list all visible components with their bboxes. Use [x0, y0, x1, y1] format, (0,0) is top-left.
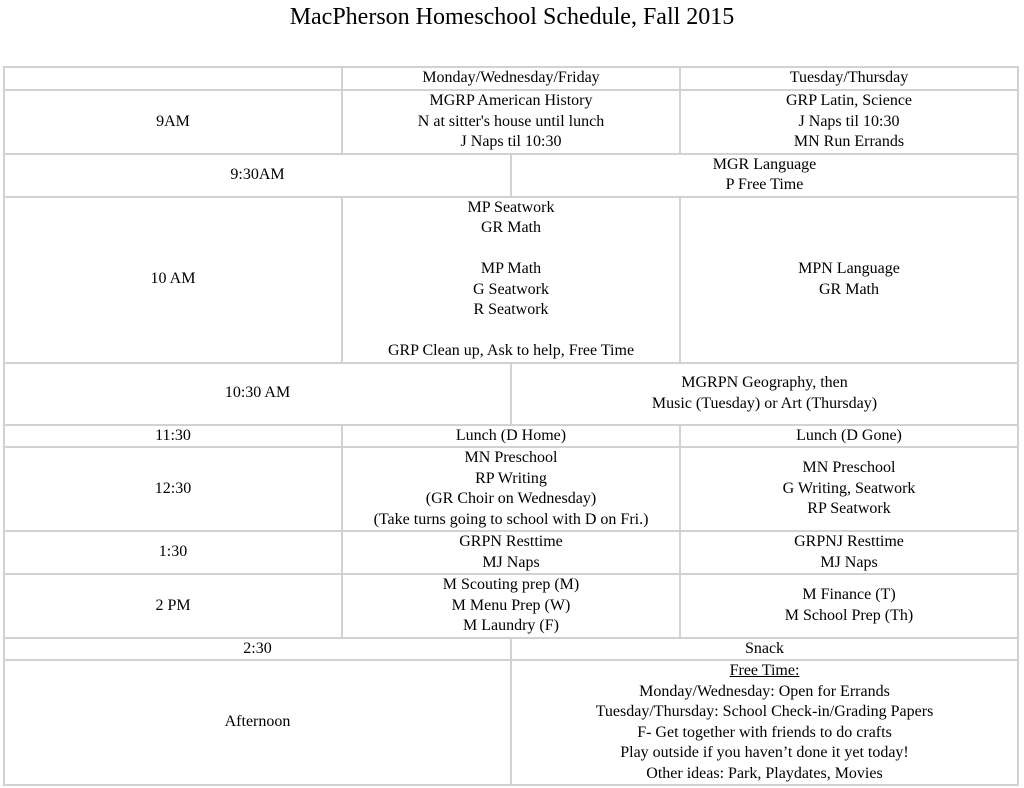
combined-cell: Snack — [511, 638, 1018, 661]
mwf-cell — [342, 574, 680, 638]
mwf-cell: Lunch (D Home) — [342, 425, 680, 448]
row-1030am — [4, 363, 1018, 425]
mwf-cell — [342, 90, 680, 154]
cell-line: RP Seatwork — [807, 500, 891, 518]
cell-line: G Seatwork — [473, 280, 549, 298]
row-10am — [4, 197, 1018, 363]
cell-line: (GR Choir on Wednesday) — [425, 490, 597, 507]
cell-line: (Take turns going to school with D on Fri.) — [373, 510, 649, 528]
header-tth: Tuesday/Thursday — [680, 67, 1018, 90]
row-130 — [4, 531, 1018, 574]
cell-line: GRPNJ Resttime — [794, 533, 904, 550]
cell-line: J Naps til 10:30 — [460, 133, 562, 150]
cell-line: GR Math — [819, 280, 879, 298]
cell-line: M School Prep (Th) — [784, 606, 914, 624]
time-cell: 11:30 — [4, 425, 342, 448]
schedule-table — [3, 66, 1019, 786]
time-cell: 2 PM — [4, 574, 342, 638]
combined-cell — [511, 363, 1018, 425]
cell-line: Other ideas: Park, Playdates, Movies — [646, 764, 883, 782]
blank-line — [345, 239, 677, 260]
cell-line: MPN Language — [798, 260, 900, 277]
blank-line — [345, 321, 677, 342]
page-title: MacPherson Homeschool Schedule, Fall 2015 — [289, 4, 735, 30]
mwf-cell — [342, 531, 680, 574]
time-cell: 1:30 — [4, 531, 342, 574]
cell-line: M Menu Prep (W) — [451, 596, 571, 614]
time-cell: 12:30 — [4, 447, 342, 531]
row-230 — [4, 638, 1018, 661]
cell-line: P Free Time — [725, 176, 804, 193]
time-cell: 10 AM — [4, 197, 342, 363]
row-9am — [4, 90, 1018, 154]
row-930am — [4, 154, 1018, 197]
tth-cell: Lunch (D Gone) — [680, 425, 1018, 448]
cell-line: GRP Clean up, Ask to help, Free Time — [387, 342, 635, 359]
cell-line: GRP Latin, Science — [785, 92, 913, 109]
cell-line: MJ Naps — [482, 553, 540, 571]
cell-line: G Writing, Seatwork — [782, 479, 916, 497]
cell-line: F- Get together with friends to do crafts — [637, 723, 892, 741]
time-cell: 10:30 AM — [4, 363, 511, 425]
cell-line: M Finance (T) — [802, 586, 896, 604]
row-1130 — [4, 425, 1018, 448]
time-cell: 9:30AM — [4, 154, 511, 197]
cell-line: MN Preschool — [802, 459, 896, 477]
cell-line: Music (Tuesday) or Art (Thursday) — [651, 394, 878, 412]
cell-line: Play outside if you haven’t done it yet today! — [620, 744, 909, 761]
cell-line: R Seatwork — [473, 301, 549, 318]
row-1230 — [4, 447, 1018, 531]
free-time-heading: Free Time: — [729, 662, 800, 679]
row-afternoon — [4, 660, 1018, 785]
cell-line: Tuesday/Thursday: School Check-in/Grading Papers — [595, 703, 934, 720]
cell-line: MGRP American History — [429, 92, 593, 109]
mwf-cell — [342, 197, 680, 363]
time-cell: 2:30 — [4, 638, 511, 661]
combined-cell — [511, 660, 1018, 785]
tth-cell — [680, 574, 1018, 638]
cell-line: MP Math — [480, 260, 542, 277]
header-time — [4, 67, 342, 90]
cell-line: N at sitter's house until lunch — [417, 112, 605, 130]
tth-cell — [680, 531, 1018, 574]
cell-line: J Naps til 10:30 — [798, 112, 900, 130]
mwf-cell — [342, 447, 680, 531]
cell-line: M Scouting prep (M) — [442, 576, 580, 593]
header-row — [4, 67, 1018, 90]
cell-line: RP Writing — [475, 469, 547, 487]
row-2pm — [4, 574, 1018, 638]
time-cell: 9AM — [4, 90, 342, 154]
time-cell: Afternoon — [4, 660, 511, 785]
cell-line: GR Math — [481, 219, 541, 236]
cell-line: M Laundry (F) — [463, 617, 559, 634]
cell-line: MGR Language — [712, 155, 817, 173]
cell-line: MP Seatwork — [467, 198, 555, 216]
tth-cell — [680, 197, 1018, 363]
tth-cell — [680, 90, 1018, 154]
header-mwf: Monday/Wednesday/Friday — [342, 67, 680, 90]
combined-cell — [511, 154, 1018, 197]
cell-line: Monday/Wednesday: Open for Errands — [639, 682, 890, 700]
cell-line: MN Run Errands — [793, 133, 905, 150]
cell-line: GRPN Resttime — [459, 533, 563, 550]
cell-line: MN Preschool — [464, 449, 558, 466]
tth-cell — [680, 447, 1018, 531]
cell-line: MGRPN Geography, then — [681, 374, 848, 391]
cell-line: MJ Naps — [820, 553, 878, 571]
